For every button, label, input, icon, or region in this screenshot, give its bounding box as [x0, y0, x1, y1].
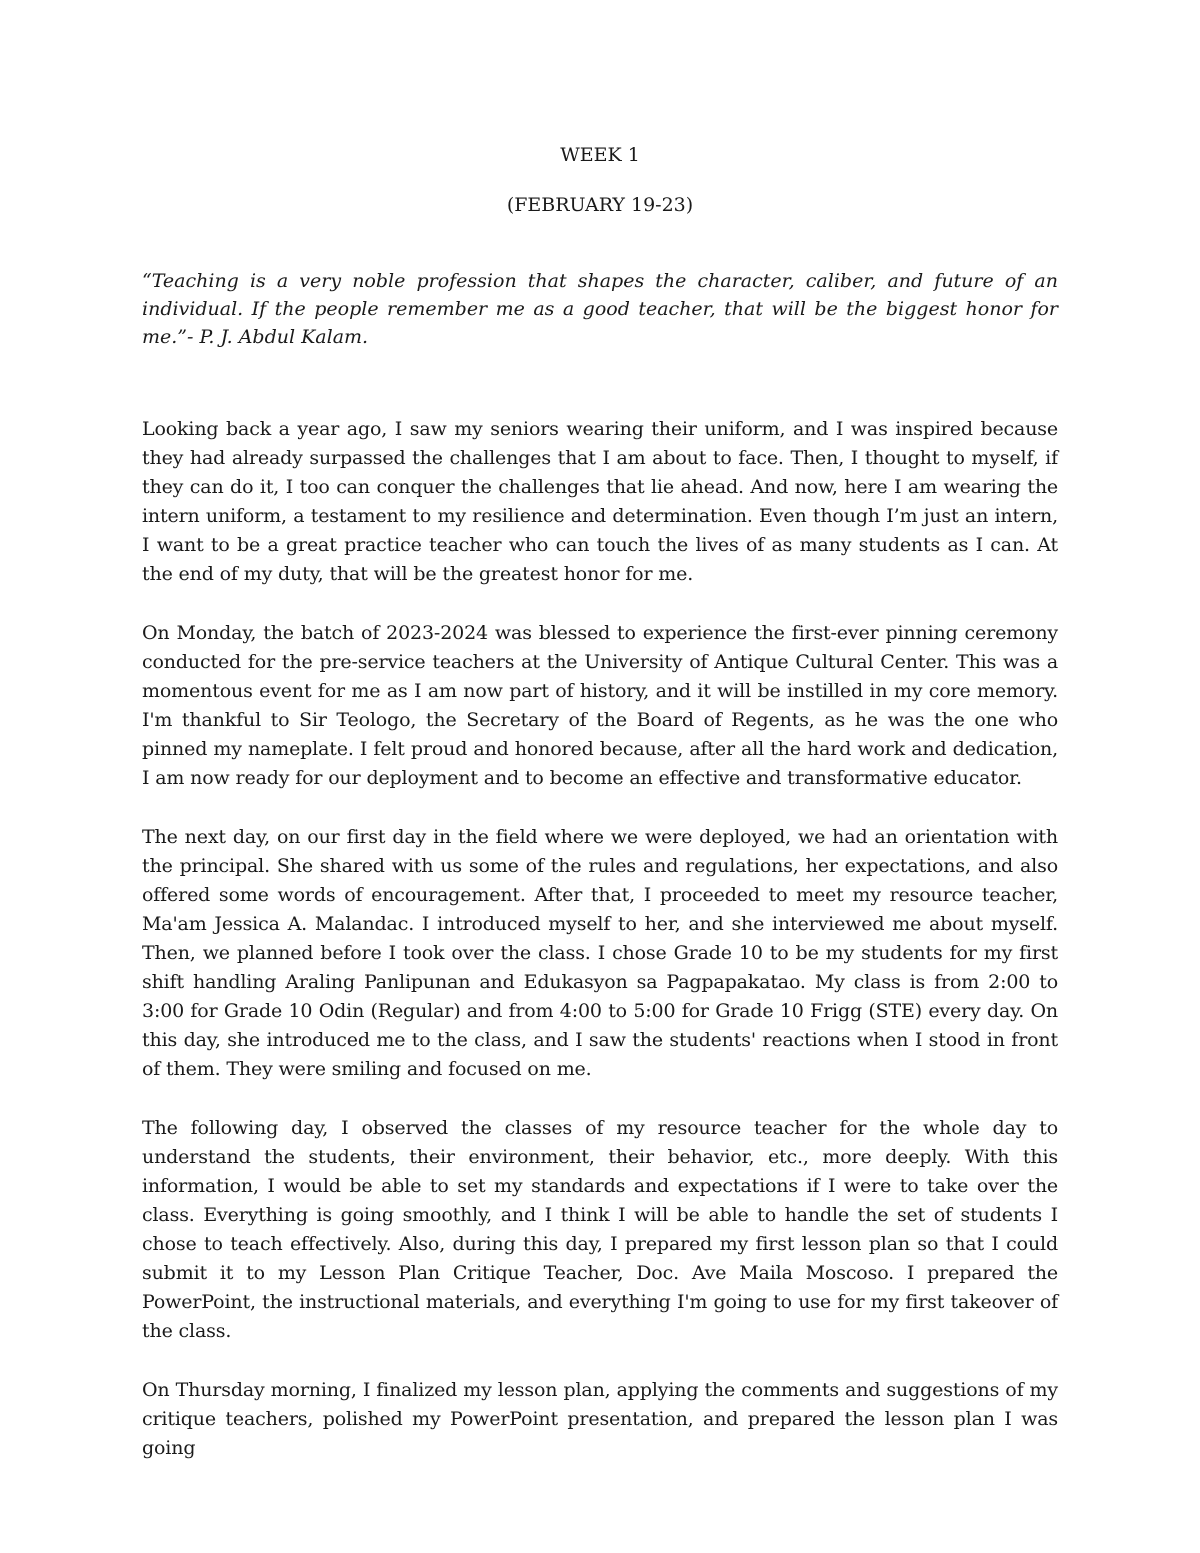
week-heading: WEEK 1	[560, 144, 640, 166]
paragraph-observation-day: The following day, I observed the classes of my resource teacher for the whole day to understand the students, their environment, their behavior, etc., more deeply. With this information, I would be able to set my standards and expectations if I were to take over the class. Everything is going smoothly, and I think I will be able to handle the set of students I chose to teach effectively. Also, during this day, I prepared my first lesson plan so that I could submit it to my Lesson Plan Critique Teacher, Doc. Ave Maila Moscoso. I prepared the PowerPoint, the instructional materials, and everything I'm going to use for my first takeover of the class.	[142, 1117, 1058, 1342]
paragraph-monday: On Monday, the batch of 2023-2024 was blessed to experience the first-ever pinning ceremony conducted for the pre-service teachers at the University of Antique Cultural Center. This was a momentous event for me as I am now part of history, and it will be instilled in my core memory. I'm thankful to Sir Teologo, the Secretary of the Board of Regents, as he was the one who pinned my nameplate. I felt proud and honored because, after all the hard work and dedication, I am now ready for our deployment and to become an effective and transformative educator.	[142, 622, 1058, 789]
paragraph-reflection: Looking back a year ago, I saw my seniors wearing their uniform, and I was inspired because they had already surpassed the challenges that I am about to face. Then, I thought to myself, if they can do it, I too can conquer the challenges that lie ahead. And now, here I am wearing the intern uniform, a testament to my resilience and determination. Even though I’m just an intern, I want to be a great practice teacher who can touch the lives of as many students as I can. At the end of my duty, that will be the greatest honor for me.	[142, 418, 1058, 585]
date-range-heading: (FEBRUARY 19-23)	[506, 194, 694, 216]
paragraph-thursday: On Thursday morning, I finalized my lesson plan, applying the comments and suggestions of my critique teachers, polished my PowerPoint presentation, and prepared the lesson plan I was going	[142, 1379, 1058, 1459]
opening-quote: “Teaching is a very noble profession that shapes the character, caliber, and future of an individual. If the people remember me as a good teacher, that will be the biggest honor for me.”- P. J. Abdul Kalam.	[142, 270, 1058, 348]
document-content	[142, 141, 1058, 1463]
paragraph-first-day-field: The next day, on our first day in the field where we were deployed, we had an orientation with the principal. She shared with us some of the rules and regulations, her expectations, and also offered some words of encouragement. After that, I proceeded to meet my resource teacher, Ma'am Jessica A. Malandac. I introduced myself to her, and she interviewed me about myself. Then, we planned before I took over the class. I chose Grade 10 to be my students for my first shift handling Araling Panlipunan and Edukasyon sa Pagpapakatao. My class is from 2:00 to 3:00 for Grade 10 Odin (Regular) and from 4:00 to 5:00 for Grade 10 Frigg (STE) every day. On this day, she introduced me to the class, and I saw the students' reactions when I stood in front of them. They were smiling and focused on me.	[142, 826, 1058, 1080]
